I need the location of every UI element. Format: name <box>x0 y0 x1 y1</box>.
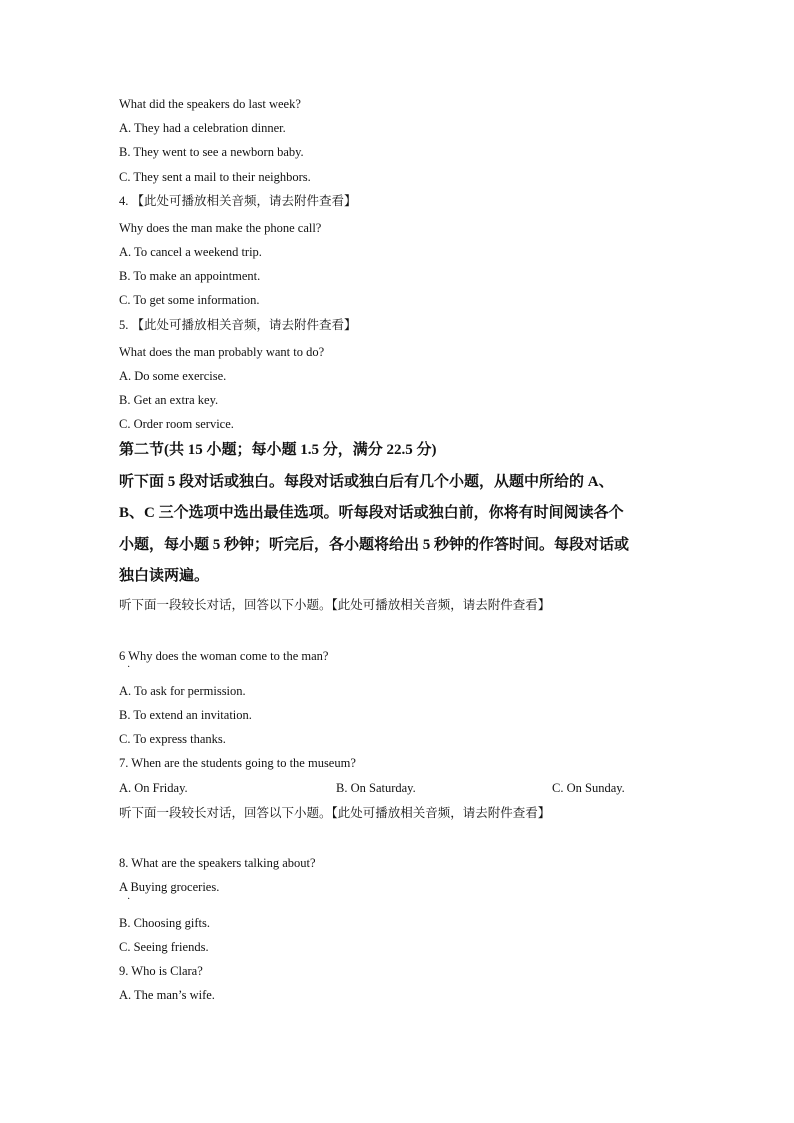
q8-stem: 8. What are the speakers talking about? <box>119 856 316 870</box>
dialog-prompt-1: 听下面一段较长对话，回答以下小题。【此处可播放相关音频，请去附件查看】 <box>119 598 551 612</box>
q7-option-a: A. On Friday. <box>119 781 188 795</box>
q8-dot-mark: · <box>127 894 131 905</box>
q6-stem: 6 Why does the woman come to the man? <box>119 649 329 663</box>
q8-option-b: B. Choosing gifts. <box>119 916 210 930</box>
q3-option-a: A. They had a celebration dinner. <box>119 121 286 135</box>
q4-option-b: B. To make an appointment. <box>119 269 261 283</box>
q4-audio-note: 4. 【此处可播放相关音频，请去附件查看】 <box>119 194 357 208</box>
section-instruction-line: 小题，每小题 5 秒钟；听完后，各小题将给出 5 秒钟的作答时间。每段对话或 <box>119 537 630 553</box>
q4-stem: Why does the man make the phone call? <box>119 221 322 235</box>
q3-stem: What did the speakers do last week? <box>119 97 301 111</box>
q6-option-b: B. To extend an invitation. <box>119 708 252 722</box>
q7-stem: 7. When are the students going to the museum? <box>119 756 356 770</box>
q6-dot-mark: · <box>127 662 131 673</box>
q7-option-b: B. On Saturday. <box>336 781 416 795</box>
q5-option-b: B. Get an extra key. <box>119 393 219 407</box>
q3-option-c: C. They sent a mail to their neighbors. <box>119 170 311 184</box>
q5-stem: What does the man probably want to do? <box>119 345 325 359</box>
q6-option-a: A. To ask for permission. <box>119 684 246 698</box>
q4-option-a: A. To cancel a weekend trip. <box>119 245 262 259</box>
section-instruction-line: 听下面 5 段对话或独白。每段对话或独白后有几个小题，从题中所给的 A、 <box>119 474 614 490</box>
q4-option-c: C. To get some information. <box>119 293 260 307</box>
dialog-prompt-2: 听下面一段较长对话，回答以下小题。【此处可播放相关音频，请去附件查看】 <box>119 806 551 820</box>
q6-option-c: C. To express thanks. <box>119 732 226 746</box>
section-instruction-line: B、C 三个选项中选出最佳选项。听每段对话或独白前，你将有时间阅读各个 <box>119 505 624 521</box>
q7-option-c: C. On Sunday. <box>552 781 625 795</box>
q5-option-a: A. Do some exercise. <box>119 369 227 383</box>
section-instruction-line: 独白读两遍。 <box>119 568 210 584</box>
q9-stem: 9. Who is Clara? <box>119 964 203 978</box>
q3-option-b: B. They went to see a newborn baby. <box>119 145 304 159</box>
q5-audio-note: 5. 【此处可播放相关音频，请去附件查看】 <box>119 318 357 332</box>
section-heading: 第二节(共 15 小题；每小题 1.5 分，满分 22.5 分) <box>119 442 437 458</box>
q5-option-c: C. Order room service. <box>119 417 234 431</box>
q9-option-a: A. The man’s wife. <box>119 988 215 1002</box>
q8-option-a: A Buying groceries. <box>119 880 220 894</box>
q8-option-c: C. Seeing friends. <box>119 940 209 954</box>
